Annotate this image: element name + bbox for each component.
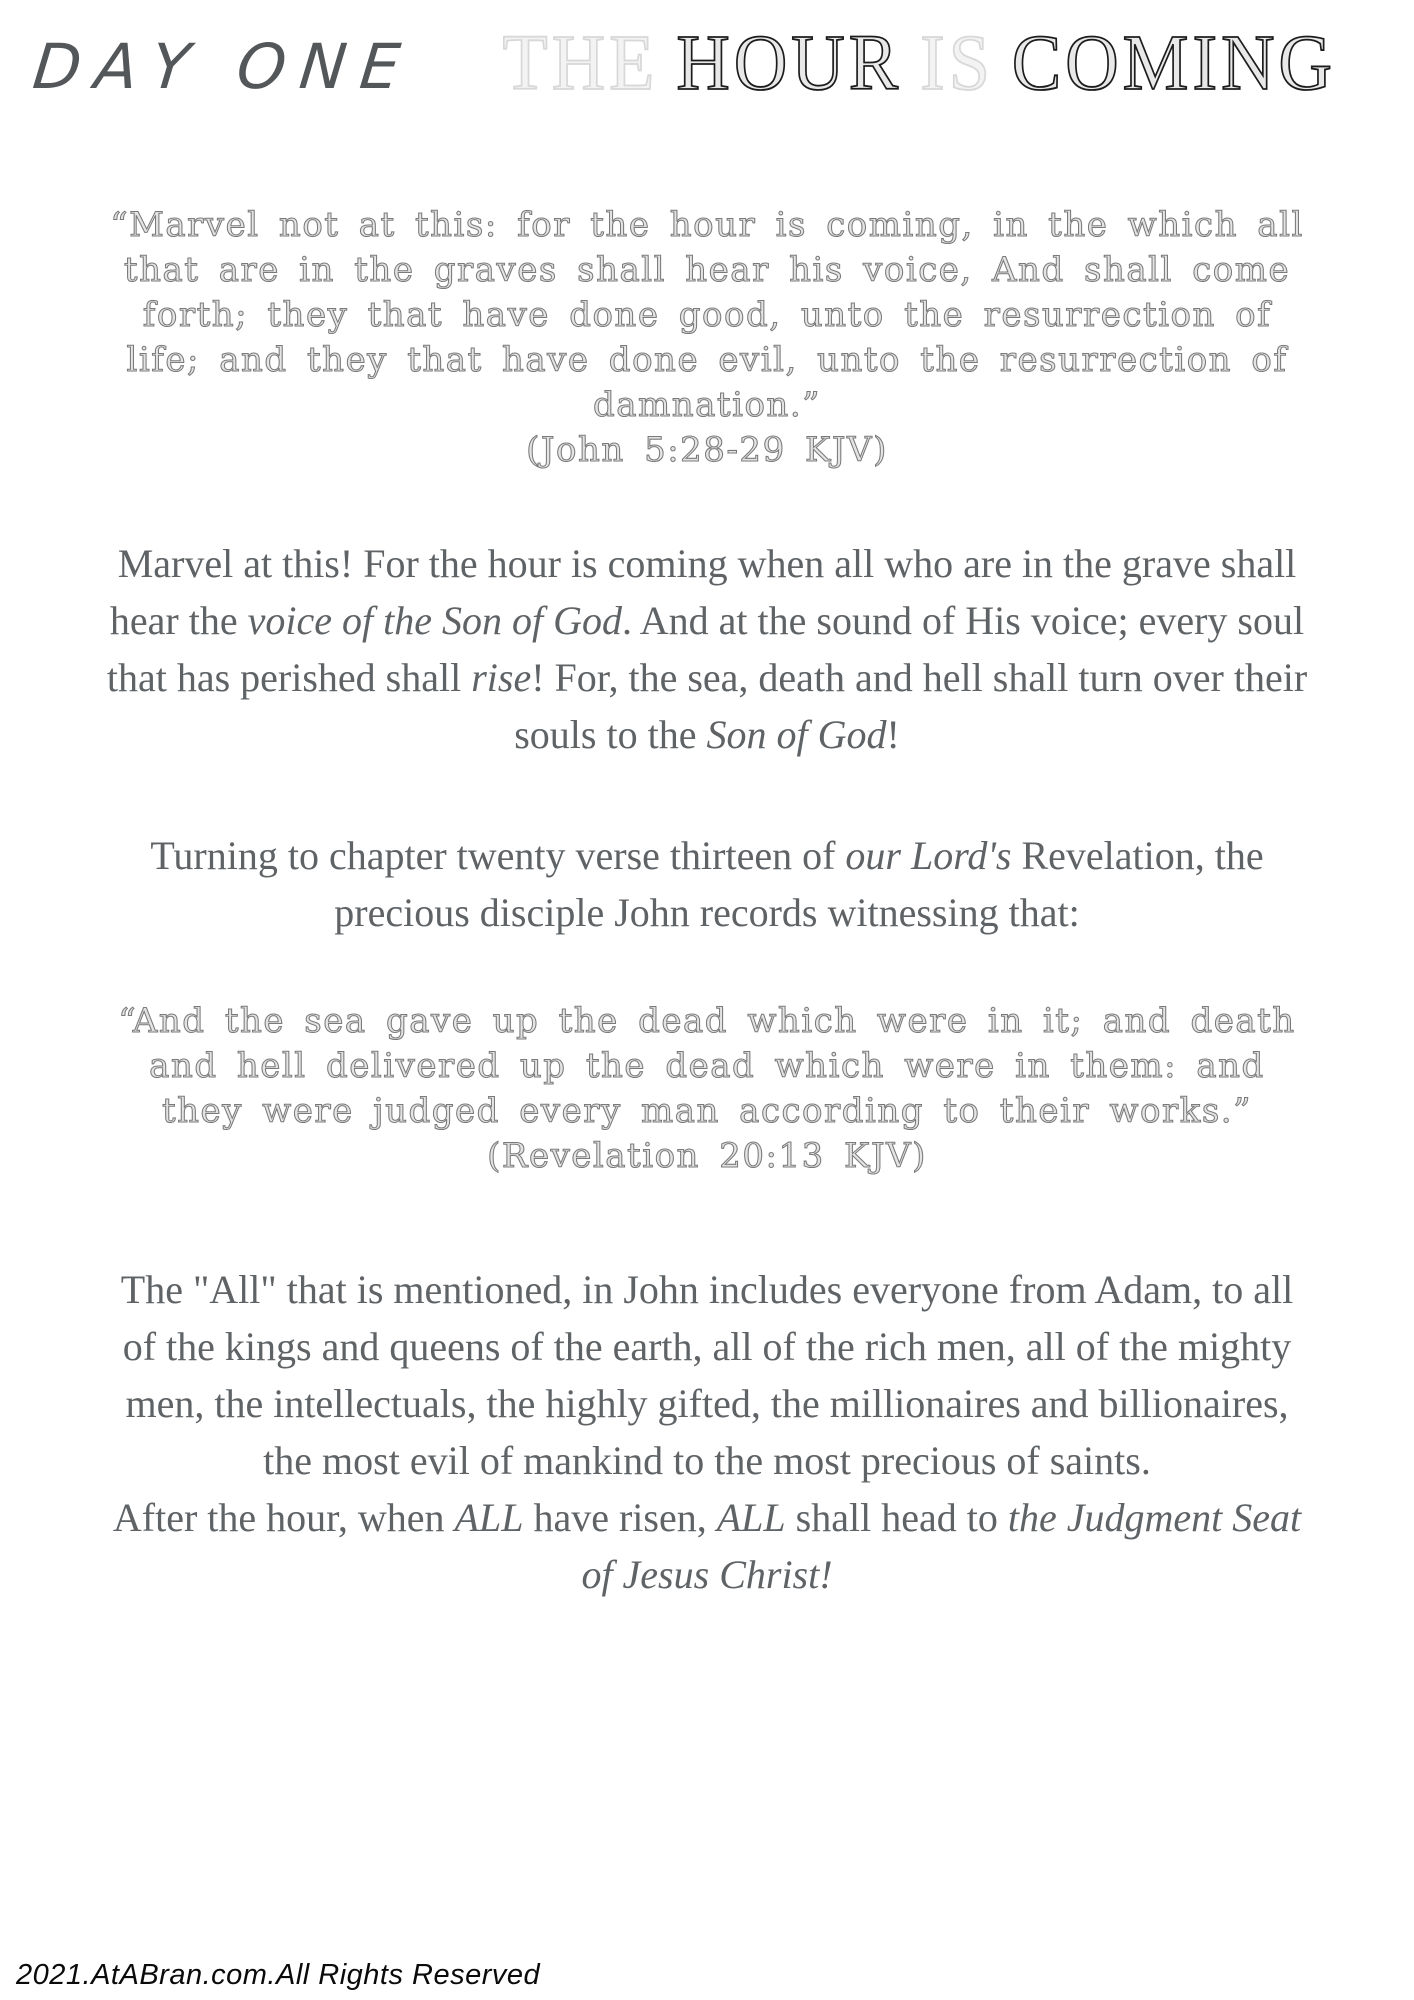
content-column: [101, 203, 1313, 1603]
text-segment-italic: voice of the Son of God: [247, 598, 622, 643]
copyright-notice: 2021.AtABran.com.All Rights Reserved: [16, 1959, 541, 1991]
paragraph-turning: [101, 827, 1313, 941]
text-segment-italic: rise: [471, 655, 532, 700]
scripture-quote-revelation: [101, 999, 1313, 1179]
text-segment-italic: ALL: [454, 1495, 524, 1540]
text-segment: ! For, the sea, death and hell shall turn over their souls to the: [514, 655, 1308, 757]
text-segment-italic: ALL: [716, 1495, 786, 1540]
text-segment: The "All" that is mentioned, in John includes everyone from Adam, to all of the kings and queens of the earth, all of the rich men, all of the mighty men, the intellectuals, the highly gifted, the millionaires and billionaires, the most evil of mankind to the most precious of saints.: [120, 1267, 1294, 1483]
page-title: [485, 20, 1336, 108]
title-word-the: THE: [502, 18, 659, 108]
page-header: [0, 0, 1414, 108]
text-segment: shall head to: [785, 1495, 1008, 1540]
paragraph-after-the-hour: [101, 1489, 1313, 1603]
text-segment-italic: the Judgment Seat of Jesus Christ!: [581, 1495, 1302, 1597]
scripture-quote-text: “Marvel not at this: for the hour is coming, in the which all that are in the graves shall hear his voice, And shall come forth; they that have done good, unto the resurrection of life; and they that have done evil, unto the resurrection of damnation.”: [110, 205, 1304, 425]
text-segment: !: [886, 712, 900, 757]
paragraph-the-all: [101, 1261, 1313, 1489]
text-segment-italic: Son of God: [706, 712, 887, 757]
title-word-hour: HOUR: [676, 18, 903, 108]
scripture-reference: (Revelation 20:13 KJV): [487, 1136, 927, 1176]
text-segment: . And at the sound of His voice; every soul that has perished shall: [106, 598, 1305, 700]
title-word-coming: COMING: [1011, 18, 1336, 108]
paragraph-marvel: [101, 535, 1313, 763]
text-segment-italic: our Lord's: [845, 833, 1012, 878]
text-segment: Revelation, the precious disciple John records witnessing that:: [334, 833, 1264, 935]
scripture-quote-john: [101, 203, 1313, 473]
scripture-quote-text: “And the sea gave up the dead which were in it; and death and hell delivered up the dead which were in them: and they were judged every man according to their works.”: [118, 1001, 1296, 1131]
title-word-is: IS: [920, 18, 994, 108]
day-label: DAY ONE: [29, 30, 418, 103]
text-segment: Marvel at this! For the hour is coming when all who are in the grave shall hear the: [109, 541, 1297, 643]
text-segment: Turning to chapter twenty verse thirteen of: [150, 833, 846, 878]
text-segment: have risen,: [523, 1495, 717, 1540]
scripture-reference: (John 5:28-29 KJV): [526, 430, 888, 470]
text-segment: After the hour, when: [112, 1495, 455, 1540]
